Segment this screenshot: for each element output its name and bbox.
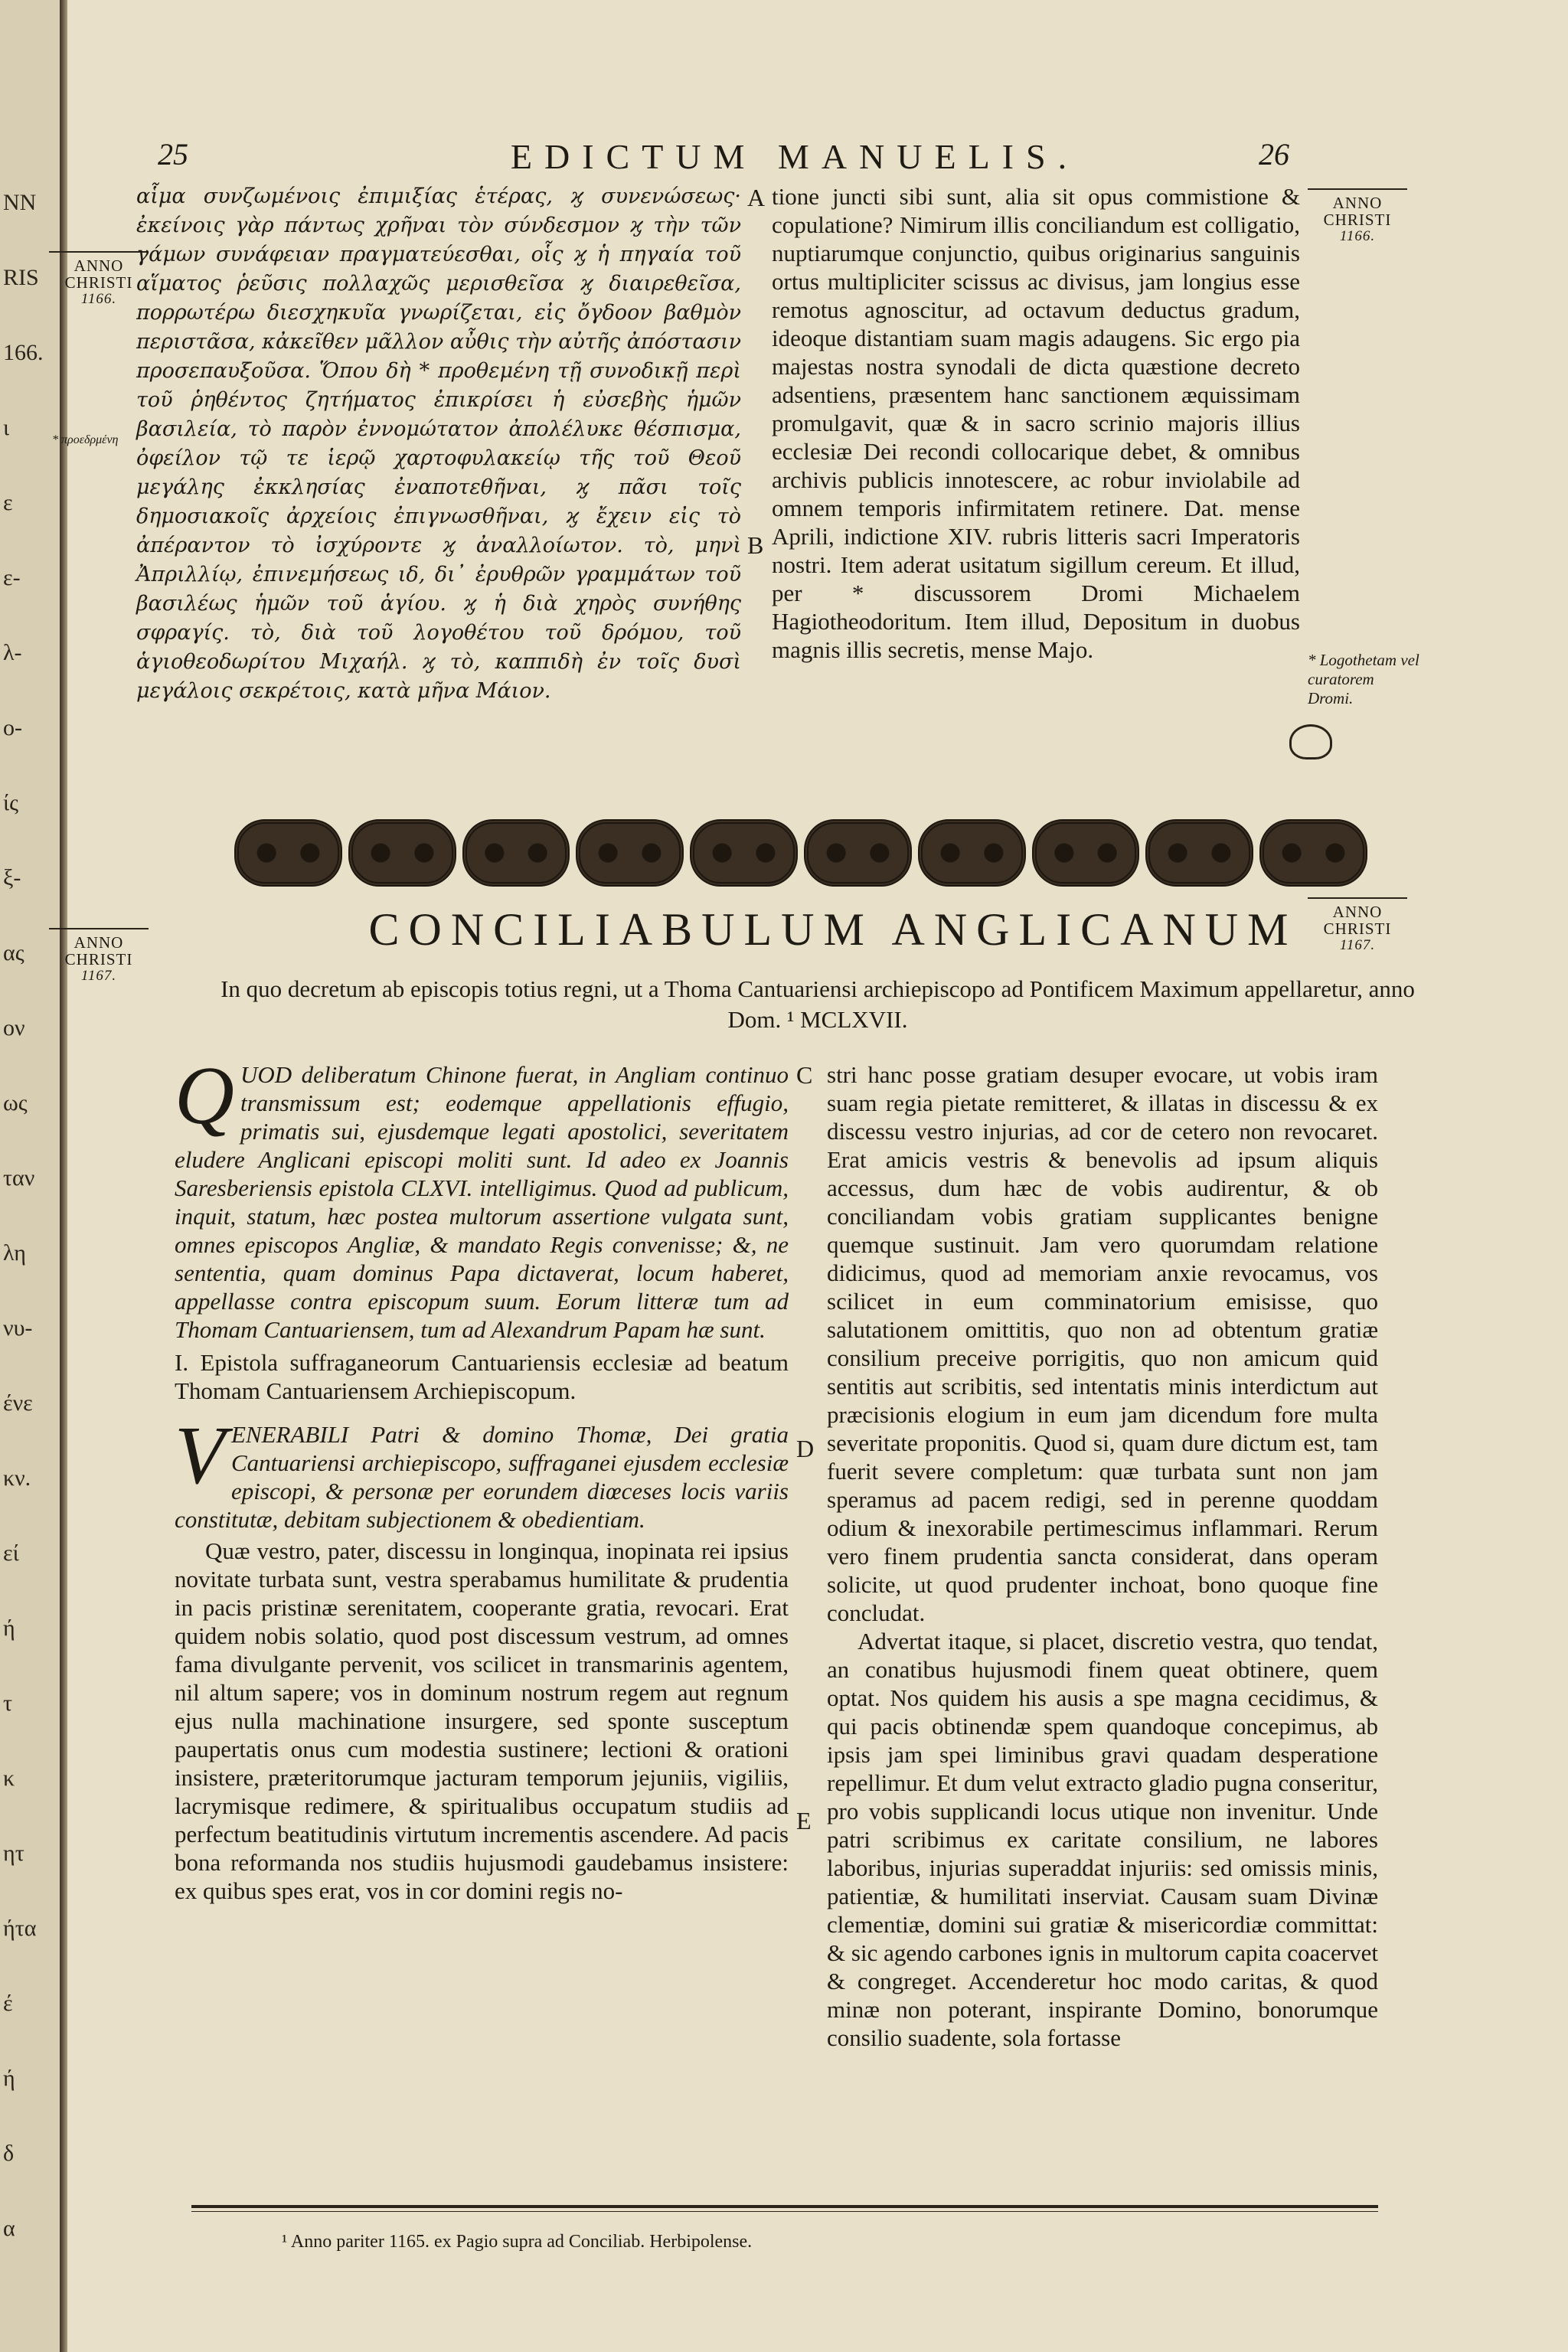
facing-page-fragment: ι (3, 415, 10, 440)
facing-page-fragment: ξ- (3, 865, 21, 890)
facing-page-fragment: εί (3, 1540, 19, 1566)
section-subtitle: In quo decretum ab episcopis totius regni, ut a Thoma Cantuariensi archiepiscopo ad Pontificem Maximum appellaretur, anno Dom. ¹ MCLXVII. (220, 975, 1415, 1033)
facing-page-fragment: 166. (3, 340, 44, 365)
facing-page-fragment: α (3, 2216, 15, 2241)
facing-page-fragment: ένε (3, 1390, 33, 1416)
margin-anno: ANNO (1332, 194, 1383, 212)
facing-page-fragment: λη (3, 1240, 26, 1266)
decorative-ornament-band (234, 819, 1367, 887)
page-gutter-shadow (60, 0, 67, 2352)
facing-page-fragment: λ- (3, 640, 22, 665)
council-right-column (827, 1060, 1378, 2052)
dropcap-v: V (175, 1410, 225, 1501)
council-left-column (175, 1050, 789, 1905)
margin-year: 1167. (1339, 937, 1376, 953)
margin-anno: ANNO (1332, 903, 1383, 921)
facing-page-fragment: ε (3, 490, 13, 515)
edict-margin-left (49, 251, 149, 308)
right-body-text-2: Advertat itaque, si placet, discretio vestra, quo tendat, an conatibus hujusmodi finem queat obtinere, quem optat. Nos quidem his ausis a spe magna cecidimus, & qui pacis obtinendæ spem quandoque concepimus, ab ipsis jam spei liminibus gravi quadam desperatione repellimur. Et dum velut extracto gladio pugna conseritur, pro vobis supplicandi locus utique non invenitur. Unde patri scribimus ex caritate consilium, ne labores laboribus, injurias superaddat injuriis: sed omissis minis, patientiæ, & humilitati inserviat. Causam suam Divinæ clementiæ, domini sui gratiæ & misericordiæ committat: & sic agendo carbones ignis in multorum capita coacervet & congreget. Accenderetur hoc modo caritas, & quod minæ non poterant, inspirante Domino, bonorumque consilio suadente, sola fortasse (827, 1628, 1378, 2051)
greek-text: αἷμα συνζωμένοις ἐπιμιξίας ἑτέρας, ϗ συνενώσεως· ἐκείνοις γὰρ πάντως χρῆναι τὸν σύνδεσμον ϗ τὴν τῶν γάμων συνάφειαν πραγματεύεσθαι, οἷς ϗ ἡ πηγαία τοῦ αἵματος ῥεῦσις πολλαχῶς μερισθεῖσα ϗ διαιρεθεῖσα, πορρωτέρω διεσχηκυῖα γνωρίζεται, εἰς ὄγδοον βαθμὸν περιστᾶσα, κἀκεῖθεν μᾶλλον αὖθις τὴν αὐτῆς ἀπόστασιν προσεπαυξοῦσα. Ὅπου δὴ * προθεμένη τῇ συνοδικῇ περὶ τοῦ ῥηθέντος ζητήματος ἐπικρίσει ἡ εὐσεβὴς ἡμῶν βασιλεία, τὸ παρὸν ἐννομώτατον ἀπολέλυκε θέσπισμα, ὀφείλον τῷ τε ἱερῷ χαρτοφυλακείῳ τῆς τοῦ Θεοῦ μεγάλης ἐκκλησίας ἐναποτεθῆναι, ϗ πᾶσι τοῖς δημοσιακοῖς ἀρχείοις ἐπιγνωσθῆναι, ϗ ἔχειν εἰς τὸ ἀπέραντον τὸ ἰσχύροντε ϗ ἀναλλοίωτον. τὸ, μηνὶ Ἀπριλλίῳ, ἐπινεμήσεως ιδ, δι᾽ ἐρυθρῶν γραμμάτων τοῦ βασιλέως ἡμῶν τοῦ ἁγίου. ϗ ἡ διὰ χηρὸς συνήθης σφραγίς. τὸ, διὰ τοῦ λογοθέτου τοῦ δρόμου, τοῦ ἁγιοθεοδωρίτου Μιχαήλ. ϗ τὸ, καππιδὴ ἐν τοῖς δυσὶ μεγάλοις σεκρέτοις, κατὰ μῆνα Μάιον. (136, 185, 741, 703)
margin-christi: CHRISTI (1323, 211, 1392, 229)
epistle-heading: I. Epistola suffraganeorum Cantuariensis ecclesiæ ad beatum Thomam Cantuariensem Archiepiscopum. (175, 1349, 789, 1404)
margin-year: 1166. (1339, 228, 1376, 244)
section-letter-d: D (796, 1435, 815, 1462)
facing-page-fragment: κν. (3, 1465, 31, 1491)
margin-christi: CHRISTI (1323, 920, 1392, 938)
edict-latin-column (772, 182, 1300, 664)
footnote-rule (191, 2205, 1378, 2208)
facing-page-fragment: ο- (3, 715, 22, 740)
council-margin-left (49, 928, 149, 985)
latin-text: tione juncti sibi sunt, alia sit opus commistione & copulatione? Nimirum illis conciliandum est colligatio, nuptiarumque conjunctio, quibus originarius sanguinis ortus multipliciter scissus ac divisus, jam longius esse remotus agnoscitur, ad octavum deductus gradum, ideoque distantiam suam magis adaugens. Sic ergo pia majestas nostra synodali de dicta quæstione decreto adsentiens, præsentem hanc sanctionem æquissimam promulgavit, quæ & in sacro scrinio majoris illius ecclesiæ Dei recondi collocarique debet, & omnibus archivis publicis innotescere, ac robur inviolabile ad omnem temporis infirmitatem retinere. Dat. mense Aprili, indictione XIV. rubris litteris sacri Imperatoris nostri. Item aderat usitatum sigillum cereum. Et illud, per * discussorem Dromi Michaelem Hagiotheodoritum. Item illud, Depositum in duobus magnis illis secretis, mense Majo. (772, 183, 1300, 663)
facing-page-fragment: ας (3, 940, 24, 965)
margin-anno: ANNO (74, 933, 124, 952)
intro-text: UOD deliberatum Chinone fuerat, in Angliam continuo transmissum est; eodemque appellationis effugio, primatis sui, ejusdemque legati apostolici, severitatem eludere Anglicani episcopi moliti sunt. Id adeo ex Joannis Saresberiensis epistola CLXVI. intelligimus. Quod ad publicum, inquit, statum, hæc postea multorum assertione vulgata sunt, omnes episcopos Angliæ, & mandato Regis convenisse; &, ne sententia, quam dominus Papa dictaverat, locum haberet, appellasse contra episcopum suum. Eorum litteræ tum ad Thomam Cantuariensem, tum ad Alexandrum Papam hæ sunt. (175, 1061, 789, 1343)
edict-margin-right (1308, 188, 1407, 245)
dropcap-q: Q (175, 1050, 234, 1142)
facing-page-fragment: ον (3, 1015, 25, 1040)
running-head: EDICTUM MANUELIS. (510, 137, 1080, 176)
facing-page-fragment: νυ- (3, 1315, 33, 1341)
margin-note-greek: * προεδρμένη (52, 433, 119, 446)
facing-page-fragment: ητ (3, 1841, 24, 1866)
facing-page-fragment: NN (3, 190, 37, 215)
footnote: ¹ Anno pariter 1165. ex Pagio supra ad Conciliab. Herbipolense. (282, 2232, 753, 2252)
facing-page-edge (0, 0, 63, 2352)
salutation-text: ENERABILI Patri & domino Thomæ, Dei gratia Cantuariensi archiepiscopo, suffraganei ejusdem ecclesiæ episcopi, & personæ per eorundem diœceses locis variis constitutæ, debitam subjectionem & obedientiam. (175, 1421, 789, 1533)
left-body-text: Quæ vestro, pater, discessu in longinqua, inopinata rei ipsius novitate turbata sunt, vestra sperabamus humilitate & prudentia in pacis pristinæ serenitatem, cooperante gratia, revocari. Erat quidem nobis solatio, quod post discessum vestrum, ad omnes fama divulgante pervenit, vos scilicet in transmarinis agentem, nil altum sapere; vos in dominum nostrum regem aut regnum ejus nulla machinatione insurgere, sed sponte susceptum paupertatis onus cum modestia sustinere; lectioni & orationi insistere, præteritorumque jacturam temporum jejuniis, vigiliis, lacrymisque redimere, & spiritualibus occupatum studiis ad perfectum beatitudinis virtutum incrementis ascendere. Ad pacis bona reformanda nos studiis hujusmodi gaudebamus insistere: ex quibus spes erat, vos in cor domini regis no- (175, 1537, 789, 1904)
section-title: CONCILIABULUM ANGLICANUM (368, 904, 1298, 955)
footnote-rule-thin (191, 2211, 1378, 2212)
margin-year: 1167. (80, 968, 117, 984)
page-number-right: 26 (1259, 137, 1289, 172)
facing-page-fragment: ήτα (3, 1916, 37, 1941)
page-number-left: 25 (158, 137, 188, 172)
section-letter-e: E (796, 1807, 812, 1834)
facing-page-fragment: RIS (3, 265, 39, 290)
margin-year: 1166. (80, 291, 117, 307)
book-page (52, 0, 1568, 2352)
facing-page-fragment: ή (3, 2066, 15, 2091)
margin-christi: CHRISTI (64, 950, 133, 969)
section-letter-b: B (747, 531, 764, 559)
facing-page-fragment: ως (3, 1090, 28, 1116)
facing-page-fragment: έ (3, 1991, 13, 2016)
margin-note-logothetam: * Logothetam vel curatorem Dromi. (1308, 651, 1419, 707)
facing-page-fragment: ή (3, 1615, 15, 1641)
facing-page-fragment: ίς (3, 790, 18, 815)
margin-anno: ANNO (74, 256, 124, 275)
pointing-hand-icon (1289, 724, 1332, 760)
right-body-text: stri hanc posse gratiam desuper evocare, ut vobis iram suam regia pietate remitteret, & illatas in discessu & ex discessu vestro injurias, ad cor de cetero non revocaret. Erat amicis vestris & benevolis ad ipsum aliquis accessus, dum hæc de vobis audirentur, & ob conciliandam vobis gratiam supplicantes benigne quemque sustinuit. Jam vero quorumdam relatione didicimus, quod ad memoriam anxie revocamus, vos scilicet in eum comminatorium emisisse, quo salutationem omittitis, quo non ad obtentum gratiæ consilium preceive porrigitis, quo non amicum quid sentitis aut scribitis, sed intentatis minis interdictum aut præcisionis elogium in eum jam dicendum fore multa severitate proponitis. Quod si, quam dure dictum est, tam fuerit severe completum: quæ turbata sunt non jam speramus ad pacem redigi, sed in perenne quoddam odium & inexorabile pertimescimus inflammari. Rerum vero finem prudentia sancta considerat, dans operam solicite, ut quod prudenter inchoat, bono quoque fine concludat. (827, 1061, 1378, 1626)
facing-page-fragment: ταν (3, 1165, 35, 1191)
facing-page-fragment: τ (3, 1690, 13, 1716)
section-letter-a: A (747, 184, 766, 211)
facing-page-fragment: ε- (3, 565, 21, 590)
margin-christi: CHRISTI (64, 273, 133, 292)
facing-page-fragment: δ (3, 2141, 15, 2166)
edict-greek-column (136, 182, 741, 706)
facing-page-fragment: κ (3, 1766, 15, 1791)
section-letter-c: C (796, 1061, 813, 1089)
